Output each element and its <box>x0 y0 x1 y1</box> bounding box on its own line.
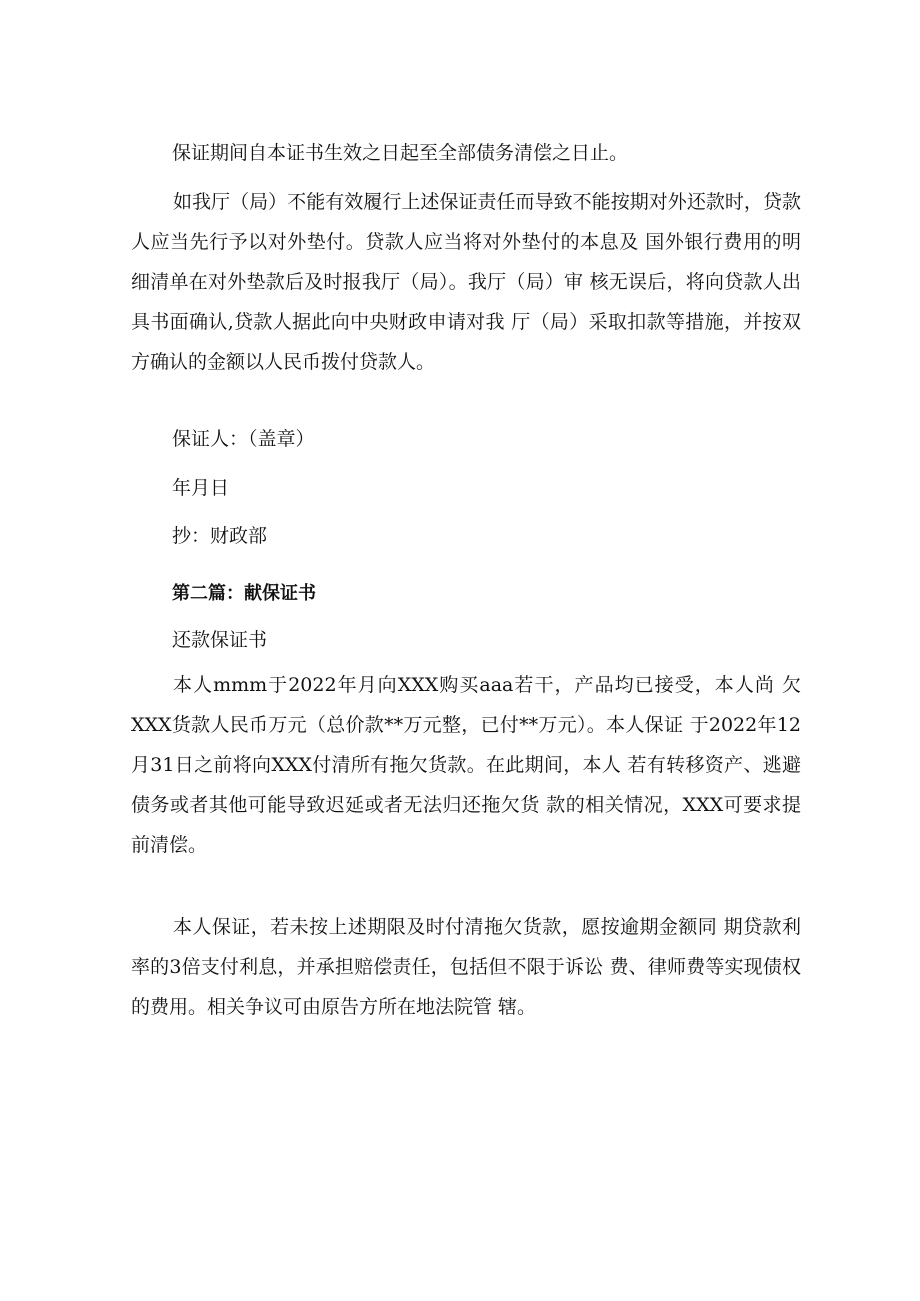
paragraph-default-payment: 如我厅（局）不能有效履行上述保证责任而导致不能按期对外还款时，贷款人应当先行予以对外垫付。贷款人应当将对外垫付的本息及 国外银行费用的明细清单在对外垫款后及时报我厅（局）。我厅（局）审 核无误后，将向贷款人出具书面确认,贷款人据此向中央财政申请对我 厅（局）采取扣款等措施，并按双方确认的金额以人民币拨付贷款人。 <box>131 191 801 373</box>
document-subtitle: 还款保证书 <box>172 629 268 651</box>
paragraph-penalty-clause: 本人保证，若未按上述期限及时付清拖欠货款，愿按逾期金额同 期贷款利率的3倍支付利息，并承担赔偿责任，包括但不限于诉讼 费、律师费等实现债权的费用。相关争议可由原告方所在地法院管 辖。 <box>131 916 801 1018</box>
cc-line: 抄：财政部 <box>172 525 268 547</box>
section-heading: 第二篇：献保证书 <box>172 583 316 604</box>
paragraph-debt-statement: 本人mmm于2022年月向XXX购买aaa若干，产品均已接受，本人尚 欠XXX货款人民币万元（总价款**万元整，已付**万元）。本人保证 于2022年12月31日之前将向XXX付清所有拖欠货款。在此期间，本人 若有转移资产、逃避债务或者其他可能导致迟延或者无法归还拖欠货 款的相关情况，XXX可要求提前清偿。 <box>131 674 801 856</box>
paragraph-guarantee-period: 保证期间自本证书生效之日起至全部债务清偿之日止。 <box>172 142 629 164</box>
guarantor-signature-line: 保证人：（盖章） <box>172 428 315 450</box>
date-line: 年月日 <box>172 477 230 499</box>
